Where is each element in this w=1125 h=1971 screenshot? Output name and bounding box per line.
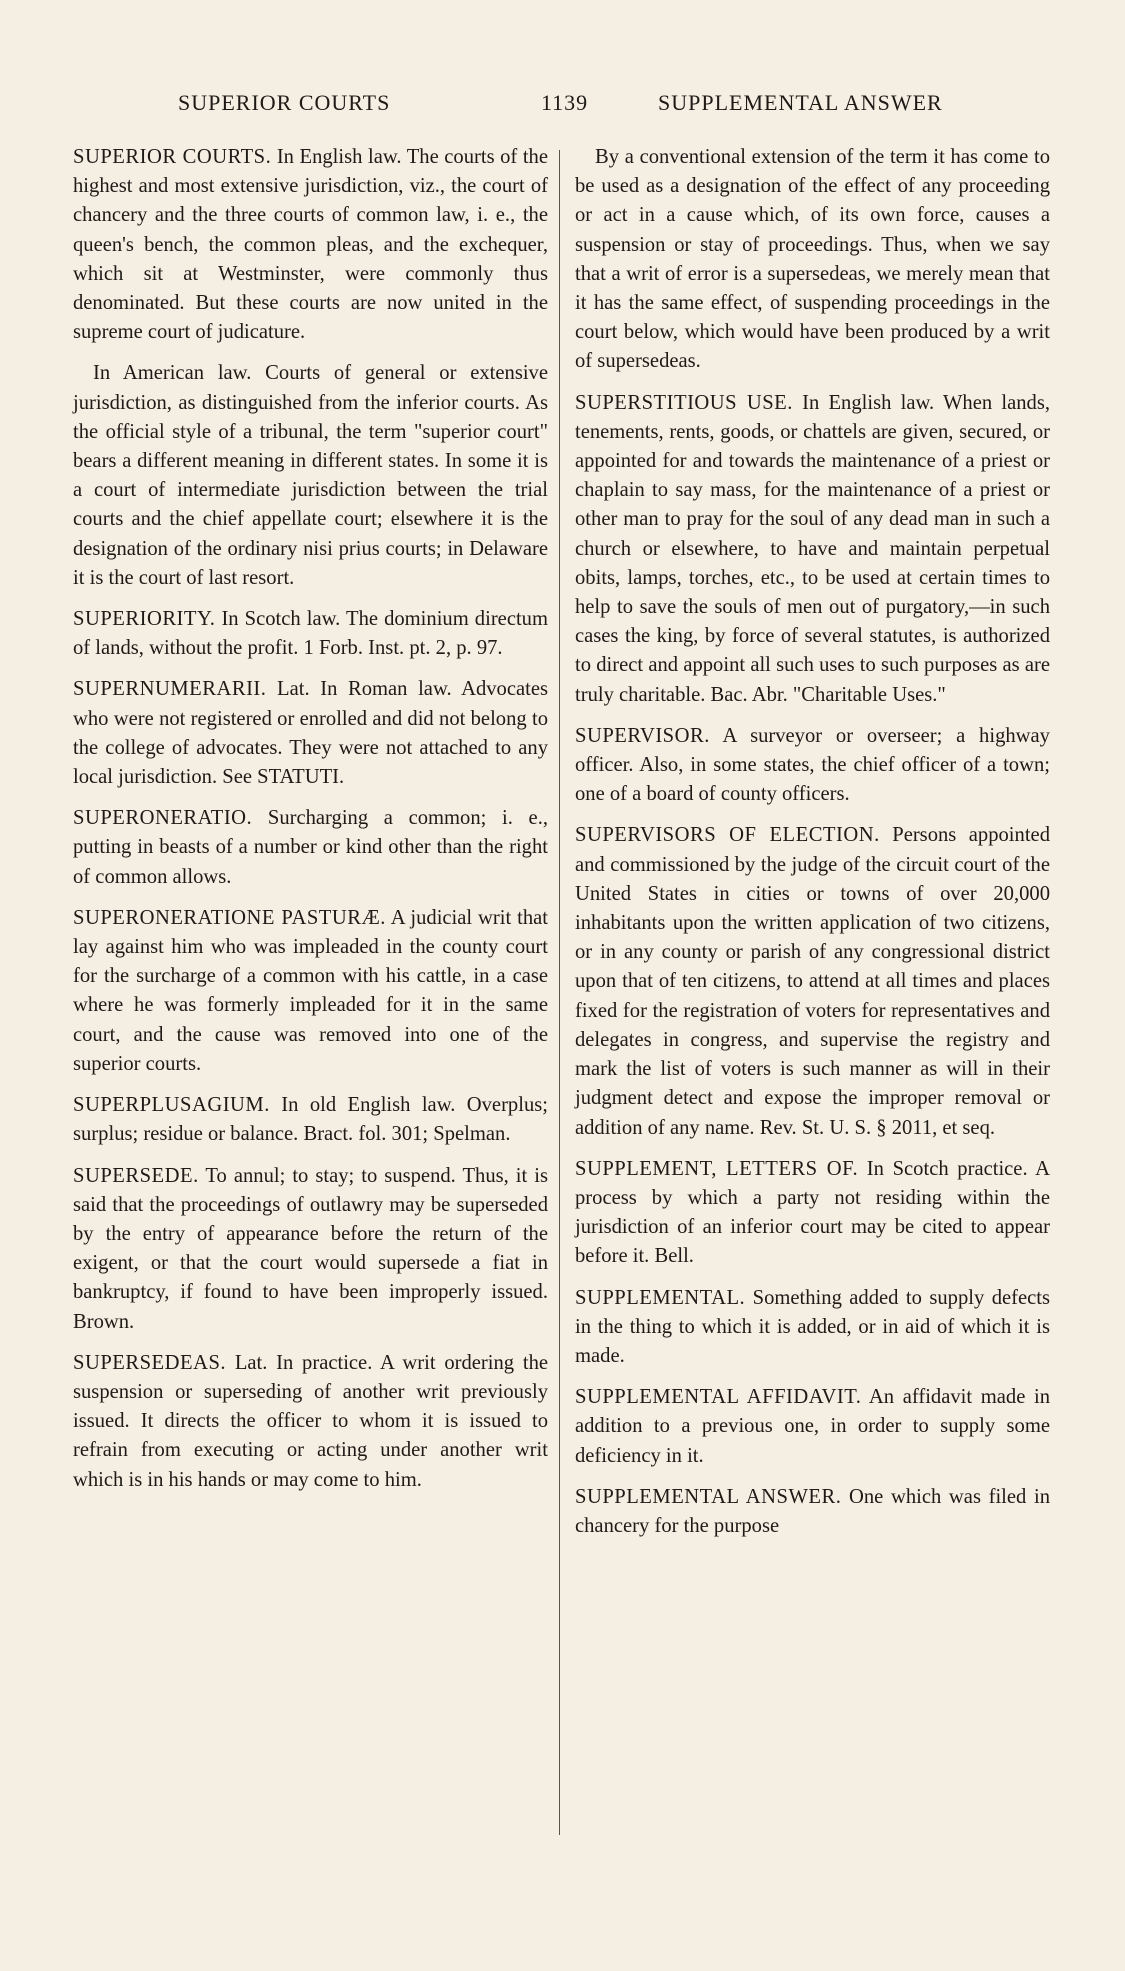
entry-text: One which was filed in chancery for the purpose (575, 1485, 1050, 1537)
entry (575, 389, 1050, 710)
entry-text: In English law. The courts of the highest and most extensive jurisdiction, viz., the court of chancery and the three courts of common law, i. e., the queen's bench, the common pleas, and the exchequer, which sit at Westminster, were commonly thus denominated. But these courts are now united in the supreme court of judicature. (73, 146, 548, 344)
header-left-guideword: SUPERIOR COURTS (178, 90, 391, 115)
entry (575, 1483, 1050, 1541)
entry (575, 1383, 1050, 1471)
entry (73, 1162, 548, 1337)
entry-text: Lat. In Roman law. Advocates who were not registered or enrolled and did not belong to the college of advocates. They were not attached to any local jurisdiction. See STATUTI. (73, 678, 549, 789)
entry-headword: SUPERIORITY. (73, 608, 216, 631)
entry (73, 675, 548, 792)
entry-text: Lat. In practice. A writ ordering the suspension or superseding of another writ previously issued. It directs the officer to whom it is issued to refrain from executing or acting under another writ which is in his hands or may come to him. (73, 1351, 549, 1491)
entry-text: A surveyor or overseer; a highway officer. Also, in some states, the chief officer of a town; one of a board of county officers. (575, 724, 1050, 806)
entry-headword: SUPERIOR COURTS. (73, 146, 272, 168)
entry (73, 1091, 548, 1149)
entry-headword: SUPPLEMENTAL ANSWER. (575, 1485, 842, 1508)
right-column (575, 143, 1050, 1553)
header-right-guideword: SUPPLEMENTAL ANSWER (658, 90, 943, 115)
entry-text: By a conventional extension of the term it has come to be used as a designation of the effect of any proceeding or act in a cause which, of its own force, causes a suspension or stay of proceedings. Thus, when we say that a writ of error is a supersedeas, we merely mean that it has the same effect, of suspending proceedings in the court below, which would have been produced by a writ of supersedeas. (575, 146, 1050, 373)
entry-headword: SUPERONERATIONE PASTURÆ. (73, 906, 386, 929)
entry-text: In Scotch practice. A process by which a party not residing within the jurisdiction of an inferior court may be cited to appear before it. Bell. (575, 1157, 1050, 1268)
entry-headword: SUPERNUMERARII. (73, 678, 267, 701)
column-divider (559, 150, 560, 1835)
entry-headword: SUPERVISORS OF ELECTION. (575, 824, 880, 847)
entry-headword: SUPERONERATIO. (73, 807, 253, 830)
entry (73, 605, 548, 663)
entry-headword: SUPPLEMENTAL. (575, 1286, 746, 1309)
entry-text: An affidavit made in addition to a previous one, in order to supply some deficiency in it. (575, 1386, 1050, 1467)
entry-headword: SUPERSTITIOUS USE. (575, 391, 793, 414)
entry-text: In American law. Courts of general or extensive jurisdiction, as distinguished from the inferior courts. As the official style of a tribunal, the term "superior court" bears a different meaning in different states. In some it is a court of intermediate jurisdiction between the trial courts and the chief appellate court; elsewhere it is the designation of the ordinary nisi prius courts; in Delaware it is the court of last resort. (73, 362, 548, 589)
entry-text: In old English law. Overplus; surplus; residue or balance. Bract. fol. 301; Spelman. (73, 1094, 548, 1146)
entry-headword: SUPPLEMENTAL AFFIDAVIT. (575, 1386, 862, 1409)
entry-continuation (73, 359, 548, 593)
entry-text: Surcharging a common; i. e., putting in beasts of a number or kind other than the right of common allows. (73, 807, 548, 888)
entry-text: Persons appointed and commissioned by the judge of the circuit court of the United States in cities or towns of over 20,000 inhabitants upon the written application of two citizens, or in any county or parish of any congressional district upon that of ten citizens, to attend at all times and places fixed for the registration of voters for representatives and delegates in congress, and supervise the registry and mark the list of voters is such manner as will in their judgment detect and expose the improper removal or addition of any name. Rev. St. U. S. § 2011, et seq. (575, 824, 1050, 1139)
entry-text: A judicial writ that lay against him who was impleaded in the county court for the surcharge of a common with his cattle, in a case where he was formerly impleaded for it in the same court, and the cause was removed into one of the superior courts. (73, 906, 549, 1075)
entry-headword: SUPPLEMENT, LETTERS OF. (575, 1157, 859, 1180)
entry-text: In English law. When lands, tenements, rents, goods, or chattels are given, secured, or appointed for and towards the maintenance of a priest or chaplain to say mass, for the maintenance of a priest or other man to pray for the soul of any dead man in such a church or elsewhere, to have and maintain perpetual obits, lamps, torches, etc., to be used at certain times to help to save the souls of men out of purgatory,—in such cases the king, by force of several statutes, is authorized to direct and appoint all such uses to such purposes as are truly charitable. Bac. Abr. "Charitable Uses." (575, 391, 1050, 706)
entry-headword: SUPERSEDEAS. (73, 1351, 227, 1374)
entry-text: Something added to supply defects in the thing to which it is added, or in aid of which it is made. (575, 1286, 1050, 1367)
entry (575, 821, 1050, 1142)
entry-text: In Scotch law. The dominium directum of lands, without the profit. 1 Forb. Inst. pt. 2, p. 97. (73, 608, 548, 660)
entry-headword: SUPERPLUSAGIUM. (73, 1094, 270, 1117)
entry (73, 804, 548, 892)
entry-text: To annul; to stay; to suspend. Thus, it is said that the proceedings of outlawry may be superseded by the entry of appearance before the return of the exigent, or that the court would supersede a fiat in bankruptcy, if found to have been improperly issued. Brown. (73, 1164, 549, 1333)
entry-continuation (575, 143, 1050, 377)
entry (73, 904, 548, 1079)
entry-headword: SUPERSEDE. (73, 1164, 199, 1187)
entry (575, 1284, 1050, 1372)
entry (73, 143, 548, 347)
entry (575, 1155, 1050, 1272)
entry (575, 722, 1050, 810)
left-column (73, 143, 548, 1507)
running-header (0, 90, 1125, 130)
entry-headword: SUPERVISOR. (575, 724, 710, 747)
page-number: 1139 (541, 90, 589, 115)
entry (73, 1349, 548, 1495)
